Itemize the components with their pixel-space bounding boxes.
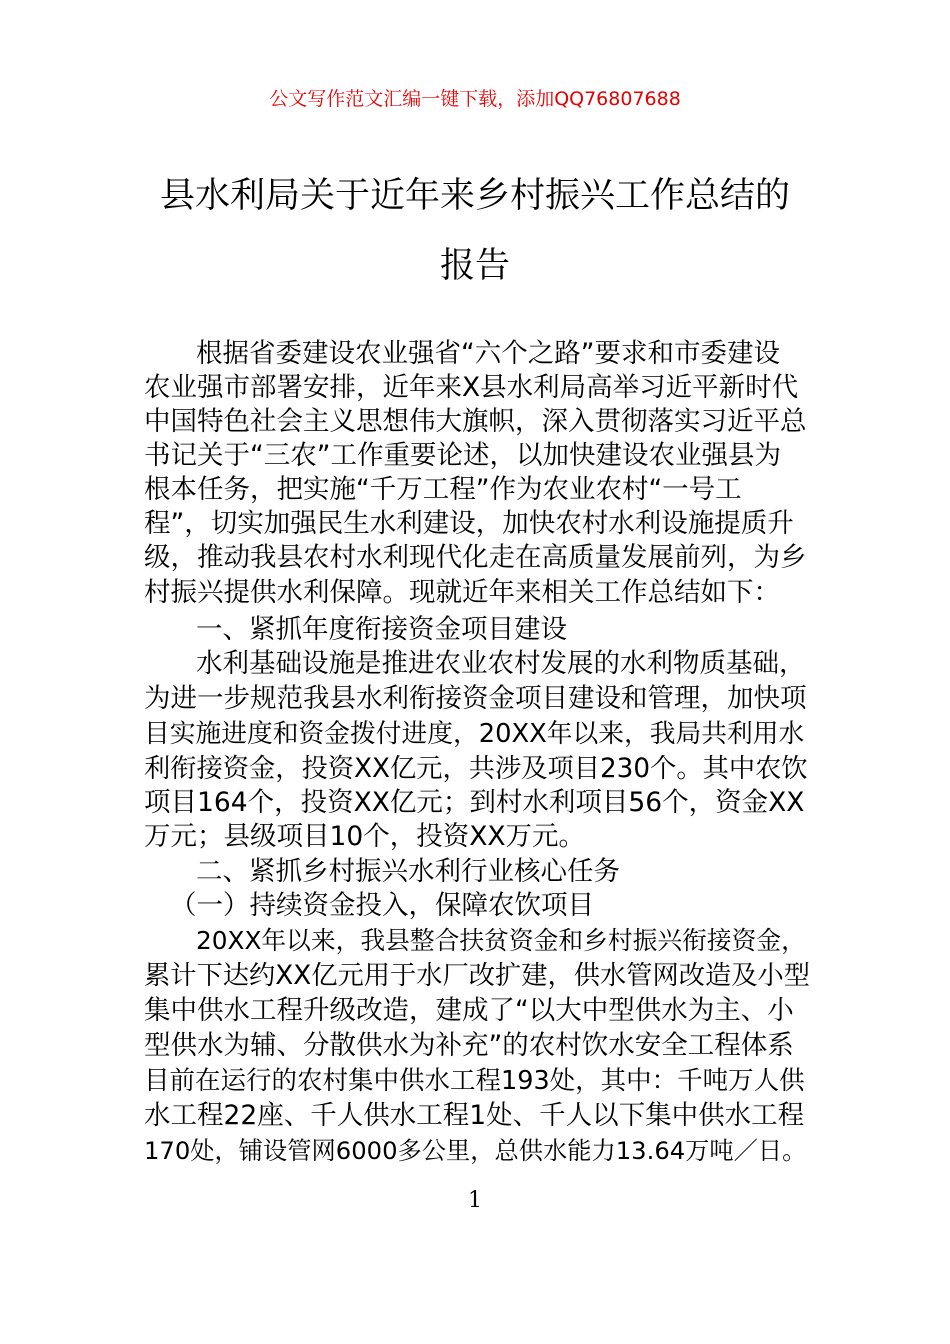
- body-line: 目前在运行的农村集中供水工程193处，其中：千吨万人供: [144, 1066, 805, 1096]
- body-line: 170处，铺设管网6000多公里，总供水能力13.64万吨／日。: [144, 1136, 807, 1165]
- body-line: 集中供水工程升级改造，建成了“以大中型供水为主、小: [144, 995, 794, 1026]
- section-heading-1: 一、紧抓年度衔接资金项目建设: [196, 614, 567, 645]
- document-title-line-1: 县水利局关于近年来乡村振兴工作总结的: [159, 176, 790, 216]
- body-line: 根据省委建设农业强省“六个之路”要求和市委建设: [196, 338, 780, 369]
- body-line: 农业强市部署安排，近年来X县水利局高举习近平新时代: [144, 372, 799, 403]
- subsection-heading-1: （一）持续资金投入，保障农饮项目: [170, 890, 594, 921]
- page-number: 1: [468, 1188, 482, 1213]
- body-line: 水利基础设施是推进农业农村发展的水利物质基础，: [196, 648, 806, 679]
- watermark-header: 公文写作范文汇编一键下载，添加QQ76807688: [269, 88, 681, 110]
- body-line: 为进一步规范我县水利衔接资金项目建设和管理，加快项: [144, 683, 807, 714]
- body-line: 中国特色社会主义思想伟大旗帜，深入贯彻落实习近平总: [144, 406, 807, 437]
- body-line: 型供水为辅、分散供水为补充”的农村饮水安全工程体系: [144, 1030, 794, 1061]
- body-line: 目实施进度和资金拨付进度，20XX年以来，我局共利用水: [144, 719, 805, 749]
- body-line: 累计下达约XX亿元用于水厂改扩建，供水管网改造及小型: [144, 961, 810, 991]
- body-line: 项目164个，投资XX亿元；到村水利项目56个，资金XX: [144, 787, 805, 818]
- document-title-line-2: 报告: [439, 246, 510, 286]
- body-line: 级，推动我县农村水利现代化走在高质量发展前列，为乡: [144, 542, 807, 573]
- body-line: 20XX年以来，我县整合扶贫资金和乡村振兴衔接资金，: [196, 926, 806, 955]
- body-line: 村振兴提供水利保障。现就近年来相关工作总结如下：: [144, 577, 780, 608]
- body-line: 水工程22座、千人供水工程1处、千人以下集中供水工程: [144, 1100, 805, 1131]
- body-line: 利衔接资金，投资XX亿元，共涉及项目230个。其中农饮: [144, 754, 808, 784]
- body-line: 根本任务，把实施“千万工程”作为农业农村“一号工: [144, 474, 742, 505]
- body-line: 书记关于“三农”工作重要论述，以加快建设农业强县为: [144, 440, 781, 471]
- body-line: 万元；县级项目10个，投资XX万元。: [144, 821, 586, 852]
- section-heading-2: 二、紧抓乡村振兴水利行业核心任务: [196, 856, 620, 887]
- body-line: 程”，切实加强民生水利建设，加快农村水利设施提质升: [144, 508, 794, 539]
